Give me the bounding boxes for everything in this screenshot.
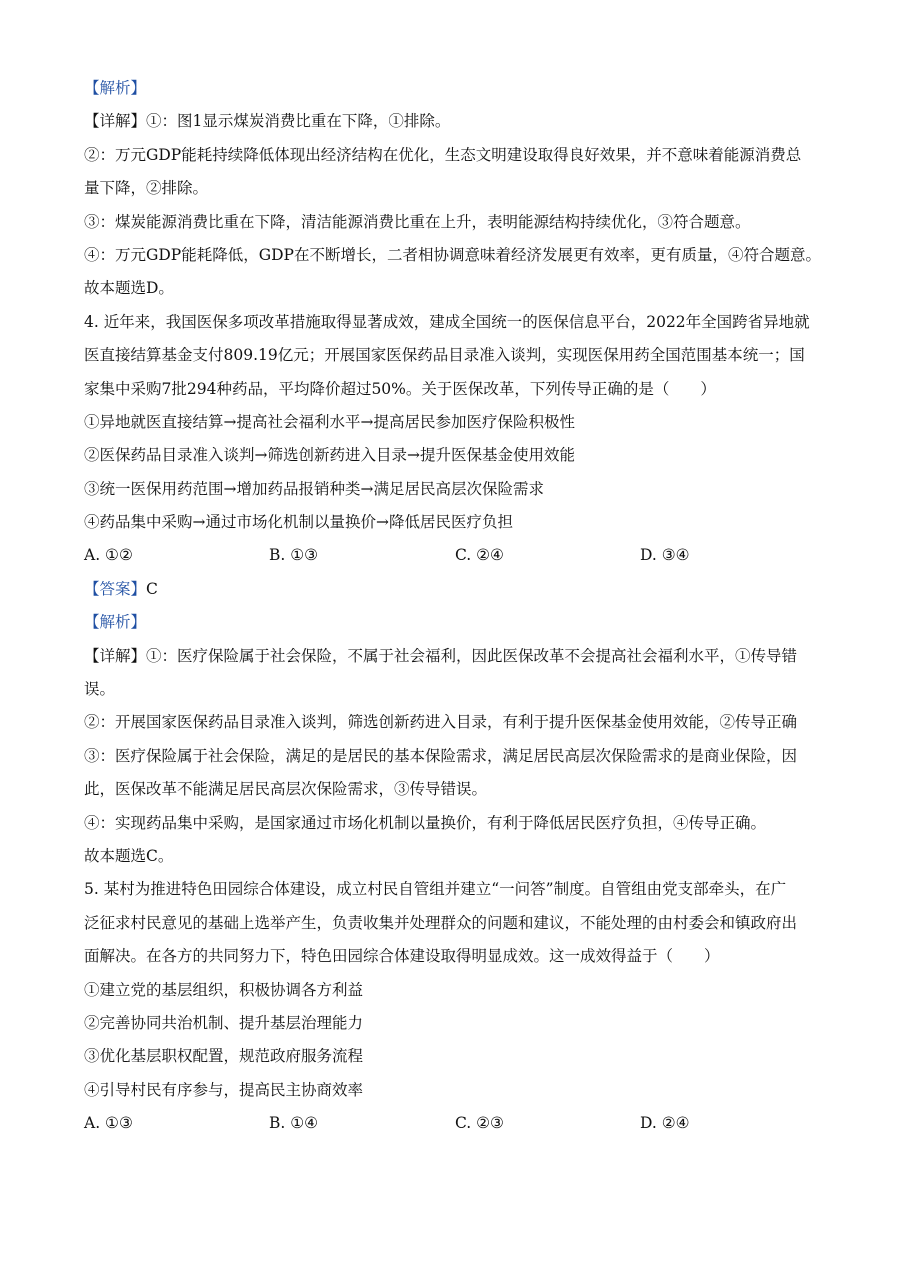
q5-item: ②完善协同共治机制、提升基层治理能力 [84, 1013, 364, 1032]
q3-detail-line: ③：煤炭能源消费比重在下降，清洁能源消费比重在上升，表明能源结构持续优化，③符合题意。 [84, 212, 751, 231]
q4-detail-line: 误。 [84, 680, 116, 699]
q4-option-b: B. ①③ [269, 546, 319, 565]
q4-item: ①异地就医直接结算→提高社会福利水平→提高居民参加医疗保险积极性 [84, 412, 575, 431]
q3-analysis-heading [84, 72, 844, 105]
detail-tag: 【详解】 [84, 112, 147, 131]
q3-detail-line [84, 105, 844, 138]
q5-stem-line: 泛征求村民意见的基础上选举产生，负责收集并处理群众的问题和建议，不能处理的由村委会和镇政府出 [84, 913, 798, 932]
q4-detail-line: ②：开展国家医保药品目录准入谈判，筛选创新药进入目录，有利于提升医保基金使用效能，②传导正确 [84, 713, 798, 732]
document-page [84, 72, 844, 1141]
q4-detail-line [84, 640, 844, 673]
q5-option-b: B. ①④ [269, 1114, 319, 1133]
q5-item: ③优化基层职权配置，规范政府服务流程 [84, 1047, 364, 1066]
q4-stem-line: 家集中采购7批294种药品，平均降价超过50%。关于医保改革，下列传导正确的是（ ） [84, 379, 716, 398]
q4-stem-line: 4. 近年来，我国医保多项改革措施取得显著成效，建成全国统一的医保信息平台，2022年全国跨省异地就 [84, 312, 810, 331]
q4-detail-line: ④：实现药品集中采购，是国家通过市场化机制以量换价，有利于降低居民医疗负担，④传导正确。 [84, 813, 767, 832]
detail-tag: 【详解】 [84, 646, 147, 665]
q4-item: ③统一医保用药范围→增加药品报销种类→满足居民高层次保险需求 [84, 479, 544, 498]
q4-answer [84, 573, 844, 606]
q5-option-a: A. ①③ [84, 1114, 133, 1133]
answer-tag: 【答案】 [84, 579, 147, 598]
q4-options [84, 539, 844, 572]
q4-item: ④药品集中采购→通过市场化机制以量换价→降低居民医疗负担 [84, 513, 513, 532]
q5-stem-line: 面解决。在各方的共同努力下，特色田园综合体建设取得明显成效。这一成效得益于（ ） [84, 947, 720, 966]
q4-item: ②医保药品目录准入谈判→筛选创新药进入目录→提升医保基金使用效能 [84, 446, 575, 465]
q5-option-c: C. ②③ [455, 1114, 504, 1133]
detail-text: ①：医疗保险属于社会保险，不属于社会福利，因此医保改革不会提高社会福利水平，①传导错 [146, 646, 798, 665]
q3-detail-line: ④：万元GDP能耗降低，GDP在不断增长，二者相协调意味着经济发展更有效率，更有质量，④符合题意。 [84, 245, 821, 264]
q5-option-d: D. ②④ [640, 1114, 690, 1133]
answer-value: C [146, 579, 158, 598]
q5-item: ①建立党的基层组织，积极协调各方利益 [84, 980, 364, 999]
analysis-tag: 【解析】 [84, 79, 147, 97]
q4-conclusion: 故本题选C。 [84, 846, 174, 865]
q5-stem-line: 5. 某村为推进特色田园综合体建设，成立村民自管组并建立“一问答”制度。自管组由党支部牵头，在广 [84, 880, 787, 899]
q5-options [84, 1107, 844, 1140]
q4-option-a: A. ①② [84, 546, 133, 565]
q4-detail-line: 此，医保改革不能满足居民高层次保险需求，③传导错误。 [84, 780, 488, 799]
q4-option-c: C. ②④ [455, 546, 504, 565]
detail-text: ①：图1显示煤炭消费比重在下降，①排除。 [146, 112, 451, 131]
q4-detail-line: ③：医疗保险属于社会保险，满足的是居民的基本保险需求，满足居民高层次保险需求的是商业保险，因 [84, 746, 798, 765]
q3-conclusion: 故本题选D。 [84, 279, 174, 298]
q3-detail-line: ②：万元GDP能耗持续降低体现出经济结构在优化，生态文明建设取得良好效果，并不意味着能源消费总 [84, 145, 802, 164]
analysis-tag: 【解析】 [84, 613, 147, 632]
q4-stem-line: 医直接结算基金支付809.19亿元；开展国家医保药品目录准入谈判，实现医保用药全国范围基本统一；国 [84, 346, 805, 365]
q3-detail-line: 量下降，②排除。 [84, 179, 209, 198]
q4-option-d: D. ③④ [640, 546, 690, 565]
q4-analysis-heading [84, 606, 844, 639]
q5-item: ④引导村民有序参与，提高民主协商效率 [84, 1080, 364, 1099]
